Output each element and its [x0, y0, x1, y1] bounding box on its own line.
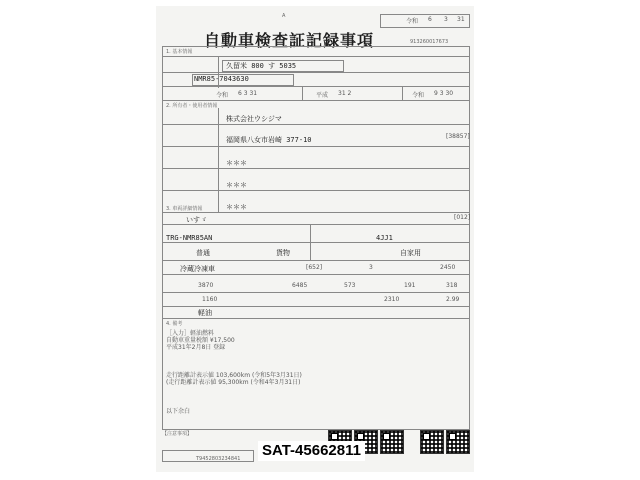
remarks-line-1: ［入力］軽油燃料: [166, 330, 215, 337]
vehicle-length: 573: [344, 282, 356, 289]
vehicle-inspection-record-sheet: [156, 6, 474, 472]
record-date-month: 3: [444, 16, 448, 23]
remarks-line-7: 走行距離計表示値 103,600km (令和5年3月31日): [166, 372, 302, 379]
date-3-era: 令和: [412, 92, 425, 99]
vehicle-width: 191: [404, 282, 416, 289]
section-remarks-title: 4. 備考: [166, 321, 183, 327]
section-owner-title: 2. 所有者・使用者情報: [166, 103, 218, 109]
serial-code: 913260017673: [410, 39, 449, 45]
remarks-line-8: (走行距離計表示値 95,300km (令和4年3月31日): [166, 379, 301, 386]
chassis-number: NMR85-7043630: [194, 75, 249, 83]
riding-capacity: 3: [369, 264, 373, 271]
vehicle-height: 318: [446, 282, 458, 289]
vehicle-model: TRG-NMR85AN: [166, 234, 213, 242]
base-location: ＊＊＊: [226, 203, 247, 211]
fuel-type: 軽油: [198, 309, 212, 317]
owner-name: 株式会社ウシジマ: [226, 115, 282, 123]
vehicle-weight: 3870: [198, 282, 214, 289]
body-shape: 冷蔵冷凍車: [180, 265, 215, 273]
record-date-era: 令和: [406, 18, 419, 25]
owner-code: [38857]: [446, 133, 470, 140]
vehicle-make-code: [012]: [454, 214, 471, 221]
rear-axle-weight: 2310: [384, 296, 400, 303]
date-1-value: 6 3 31: [238, 90, 258, 97]
vehicle-make: いすゞ: [186, 216, 207, 224]
notice-title: 【注意事項】: [162, 431, 193, 437]
vehicle-kind: 貨物: [276, 249, 290, 257]
date-1-era: 令和: [216, 92, 229, 99]
remarks-line-2: 自動車重量税額 ¥17,500: [166, 337, 235, 344]
id-value: T9452803234841: [196, 456, 241, 462]
qr-code-3: [380, 430, 404, 454]
remarks-line-3: 平成31年2月8日 登録: [166, 344, 226, 351]
max-load: 2450: [440, 264, 456, 271]
remarks-line-12: 以下余白: [166, 408, 191, 415]
front-axle-weight: 1160: [202, 296, 218, 303]
vehicle-use: 自家用: [400, 249, 421, 257]
section-vehicle-title: 3. 車両詳細情報: [166, 206, 203, 212]
record-date-year: 6: [428, 16, 432, 23]
user-address: ＊＊＊: [226, 181, 247, 189]
engine-model: 4JJ1: [376, 234, 393, 242]
date-2-era: 平成: [316, 92, 329, 99]
document-title: 自動車検査証記録事項: [204, 31, 375, 50]
owner-address: 福岡県八女市岩崎 377-10: [226, 136, 312, 144]
displacement: 2.99: [446, 296, 460, 303]
vehicle-class: 普通: [196, 249, 210, 257]
record-date-day: 31: [457, 16, 465, 23]
a-mark: A: [282, 13, 286, 19]
qr-code-4: [420, 430, 444, 454]
stock-code-label: SAT-45662811: [258, 441, 365, 461]
qr-code-5: [446, 430, 470, 454]
date-2-value: 31 2: [338, 90, 352, 97]
section-basic-title: 1. 基本情報: [166, 49, 193, 55]
date-3-value: 9 3 30: [434, 90, 454, 97]
body-code: [652]: [306, 264, 323, 271]
user-name: ＊＊＊: [226, 159, 247, 167]
plate-number: 久留米 800 す 5035: [226, 62, 297, 70]
gross-weight: 6485: [292, 282, 308, 289]
